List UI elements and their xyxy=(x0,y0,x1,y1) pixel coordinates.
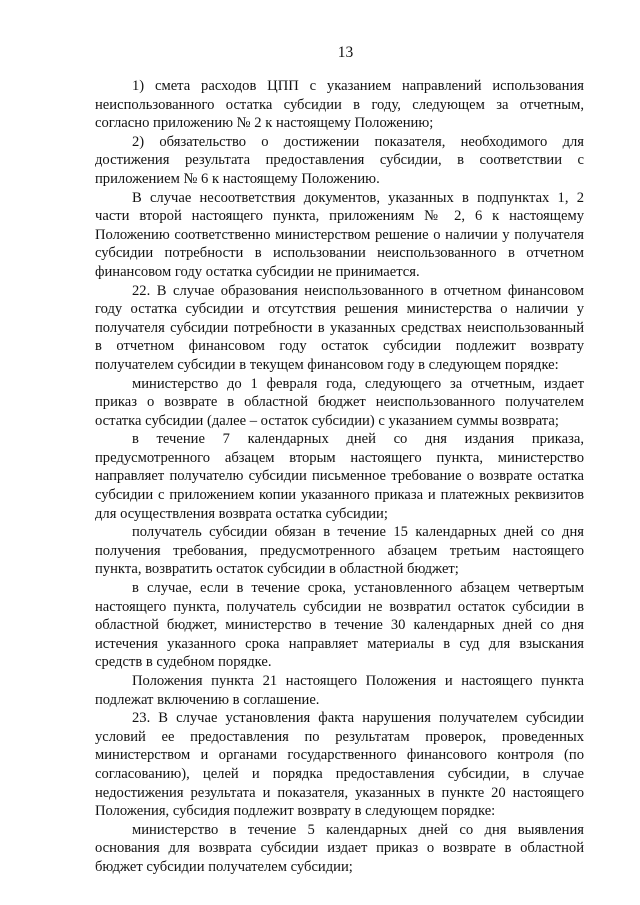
paragraph-1: 1) смета расходов ЦПП с указанием направлений использования неиспользованного остатка субсидии в году, следующем за отчетным, согласно приложению № 2 к настоящему Положению; xyxy=(95,78,584,132)
paragraph-5: министерство до 1 февраля года, следующего за отчетным, издает приказ о возврате в областной бюджет неиспользованного получателем остатка субсидии (далее – остаток субсидии) с указанием суммы возврата; xyxy=(95,375,584,429)
paragraph-10: 23. В случае установления факта нарушения получателем субсидии условий ее предоставления по результатам проверок, проведенных министерством и органами государственного финансового контроля (по согласованию), целей и порядка предоставления субсидии, в случае недостижения результата и показателя, указанных в пункте 20 настоящего Положения, субсидия подлежит возврату в следующем порядке: xyxy=(95,710,584,820)
paragraph-3: В случае несоответствия документов, указанных в подпунктах 1, 2 части второй настоящего пункта, приложениям № 2, 6 к настоящему Положению соответственно министерством решение о наличии у получателя субсидии потребности в использовании неиспользованного в отчетном финансовом году остатка субсидии не принимается. xyxy=(95,189,584,280)
paragraph-4: 22. В случае образования неиспользованного в отчетном финансовом году остатка субсидии и отсутствия решения министерства о наличии у получателя субсидии потребности в указанных средствах неиспользованный в отчетном финансовом году остаток субсидии подлежит возврату получателем субсидии в текущем финансовом году в следующем порядке: xyxy=(95,282,584,373)
paragraph-9: Положения пункта 21 настоящего Положения и настоящего пункта подлежат включению в соглашение. xyxy=(95,673,584,708)
paragraph-6: в течение 7 календарных дней со дня издания приказа, предусмотренного абзацем вторым настоящего пункта, министерство направляет получателю субсидии письменное требование о возврате остатка субсидии с приложением копии указанного приказа и платежных реквизитов для осуществления возврата остатка субсидии; xyxy=(95,431,584,522)
paragraph-7: получатель субсидии обязан в течение 15 календарных дней со дня получения требования, предусмотренного абзацем третьим настоящего пункта, возвратить остаток субсидии в областной бюджет; xyxy=(95,524,584,578)
page-number: 13 xyxy=(337,44,354,61)
paragraph-11: министерство в течение 5 календарных дней со дня выявления основания для возврата субсидии издает приказ о возврате в областной бюджет субсидии получателем субсидии; xyxy=(95,821,584,875)
paragraph-2: 2) обязательство о достижении показателя, необходимого для достижения результата предоставления субсидии, в соответствии с приложением № 6 к настоящему Положению. xyxy=(95,133,584,187)
paragraph-8: в случае, если в течение срока, установленного абзацем четвертым настоящего пункта, получатель субсидии не возвратил остаток субсидии в областной бюджет, министерство в течение 30 календарных дней со дня истечения указанного срока направляет материалы в суд для взыскания средств в судебном порядке. xyxy=(95,580,584,671)
